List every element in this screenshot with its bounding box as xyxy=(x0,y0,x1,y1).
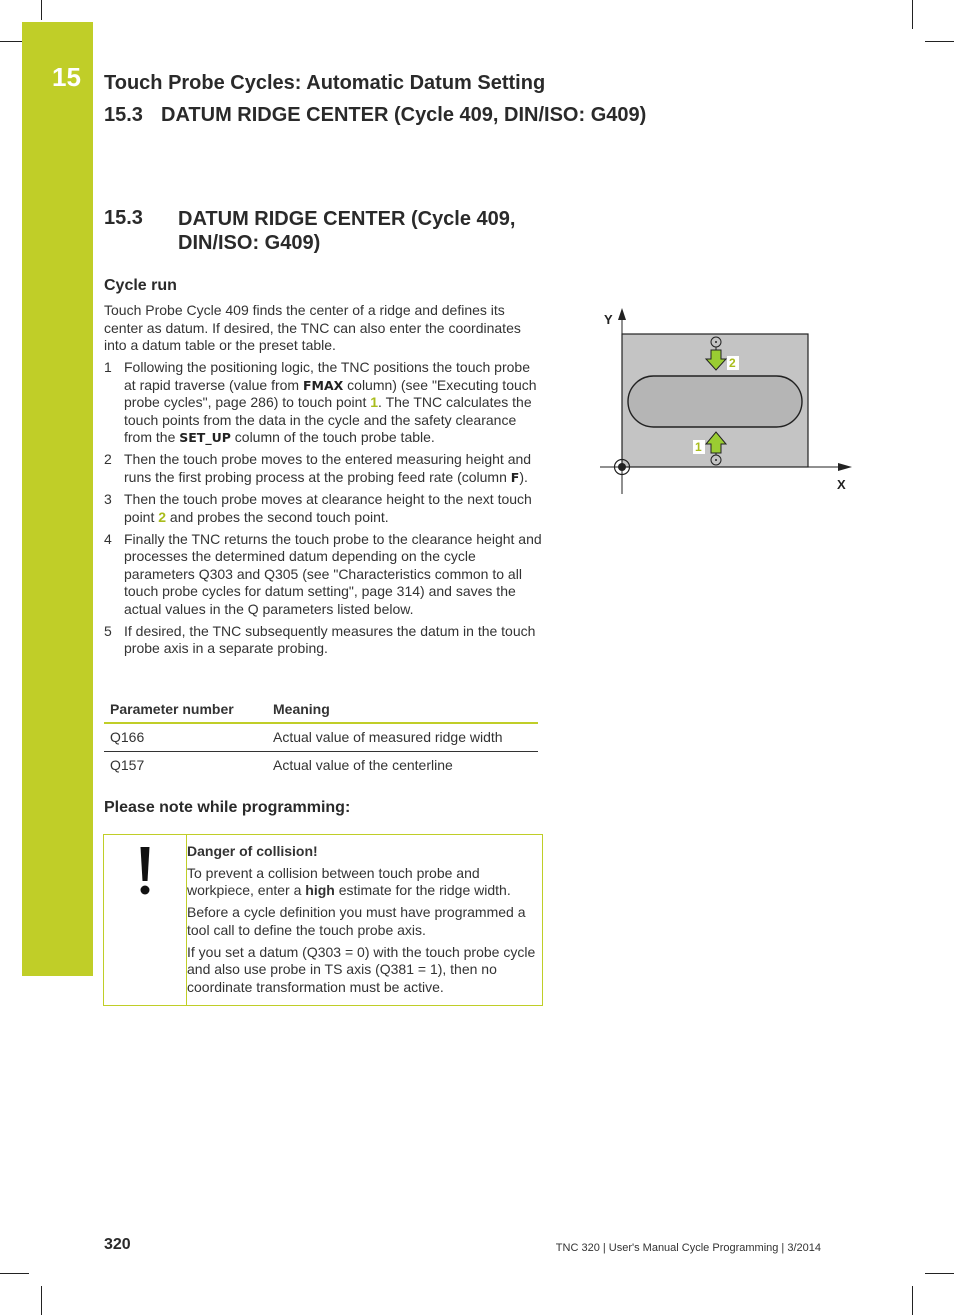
ridge-center-diagram xyxy=(596,306,856,498)
step-text: If desired, the TNC subsequently measures the datum in the touch probe axis in a separate probing. xyxy=(124,622,536,657)
chapter-number: 15 xyxy=(52,62,81,92)
warning-title: Danger of collision! xyxy=(187,843,318,859)
crop-mark xyxy=(925,1273,954,1274)
step-text: Finally the TNC returns the touch probe to the clearance height and processes the determined datum depending on the cycle parameters Q303 and Q305 (see "Characteristics common to all touch probe cycles for datum setting", page 314) and saves the actual values in the Q parameters listed below. xyxy=(124,530,542,617)
running-header-chapter: Touch Probe Cycles: Automatic Datum Setting xyxy=(104,72,546,94)
running-header-section-title: DATUM RIDGE CENTER (Cycle 409, DIN/ISO: G409) xyxy=(161,104,647,126)
exclamation-icon xyxy=(132,845,158,895)
warning-content xyxy=(187,843,539,1001)
ridge xyxy=(628,376,802,427)
table-header-row xyxy=(104,699,538,723)
softkey-set-up: SET_UP xyxy=(179,430,231,446)
warning-box xyxy=(103,834,543,1006)
x-axis-arrow-icon xyxy=(838,463,852,471)
table-row xyxy=(104,752,538,780)
axis-label-x: X xyxy=(837,477,846,492)
table-cell: Actual value of the centerline xyxy=(273,757,453,773)
chapter-tab xyxy=(22,22,93,976)
axis-label-y: Y xyxy=(604,312,613,327)
point-label-2: 2 xyxy=(729,356,736,370)
touch-point-ref: 2 xyxy=(158,508,167,525)
crop-mark xyxy=(912,0,913,29)
crop-mark xyxy=(0,1273,29,1274)
table-cell: Q166 xyxy=(104,723,267,752)
touch-point-ref: 1 xyxy=(370,394,379,411)
crop-mark xyxy=(912,1286,913,1315)
step-text: Then the touch probe moves at clearance height to the next touch point 2 and probes the second touch point. xyxy=(124,490,532,525)
list-item xyxy=(104,531,544,619)
parameter-table xyxy=(104,699,538,779)
running-header-section-number: 15.3 xyxy=(104,104,143,126)
crop-mark xyxy=(925,41,954,42)
step-text: Following the positioning logic, the TNC positions the touch probe at rapid traverse (value from FMAX column) (see "Executing touch probe cycles", page 286) to touch point 1. The TNC calculates the touch points from the data in the cycle and the safety clearance from the SET_UP column of the touch probe table. xyxy=(124,359,537,446)
crop-mark xyxy=(0,41,22,42)
column-header: Parameter number xyxy=(104,699,267,723)
step-number: 5 xyxy=(104,622,112,639)
table-row xyxy=(104,723,538,752)
cycle-run-heading: Cycle run xyxy=(104,277,177,294)
cycle-run-intro: Touch Probe Cycle 409 finds the center of a ridge and defines its center as datum. If desired, the TNC can also enter the coordinates into a datum table or the preset table. xyxy=(104,302,521,354)
list-item xyxy=(104,359,544,447)
list-item xyxy=(104,451,544,486)
running-header-section xyxy=(104,104,646,127)
cycle-steps-list xyxy=(104,359,544,662)
section-title: DATUM RIDGE CENTER (Cycle 409, DIN/ISO: G409) xyxy=(178,208,516,254)
notes-heading: Please note while programming: xyxy=(104,799,351,816)
table-cell: Q157 xyxy=(110,757,145,773)
step-number: 1 xyxy=(104,359,112,375)
step-number: 2 xyxy=(104,451,112,468)
y-axis-arrow-icon xyxy=(618,308,626,320)
list-item xyxy=(104,623,544,658)
section-number: 15.3 xyxy=(104,207,143,229)
note-paragraph: Before a cycle definition you must have programmed a tool call to define the touch probe axis. xyxy=(187,904,526,938)
list-item xyxy=(104,491,544,526)
table-cell: Actual value of measured ridge width xyxy=(267,723,538,752)
step-text: Then the touch probe moves to the entered measuring height and runs the first probing process at the probing feed rate (column F). xyxy=(124,451,532,485)
document-info: TNC 320 | User's Manual Cycle Programming | 3/2014 xyxy=(555,1242,821,1254)
point-label-1: 1 xyxy=(695,440,702,454)
emphasis: high xyxy=(305,882,335,899)
step-number: 3 xyxy=(104,490,112,507)
note-paragraph: To prevent a collision between touch probe and workpiece, enter a high estimate for the ridge width. xyxy=(187,864,511,899)
note-paragraph: If you set a datum (Q303 = 0) with the touch probe cycle and also use probe in TS axis (Q381 = 1), then no coordinate transformation must be active. xyxy=(187,943,536,995)
softkey-f: F xyxy=(510,469,520,485)
crop-mark xyxy=(41,1286,42,1315)
step-number: 4 xyxy=(104,530,112,547)
softkey-fmax: FMAX xyxy=(302,377,344,393)
column-header: Meaning xyxy=(267,699,538,723)
crop-mark xyxy=(41,0,42,20)
page-number: 320 xyxy=(104,1236,131,1253)
